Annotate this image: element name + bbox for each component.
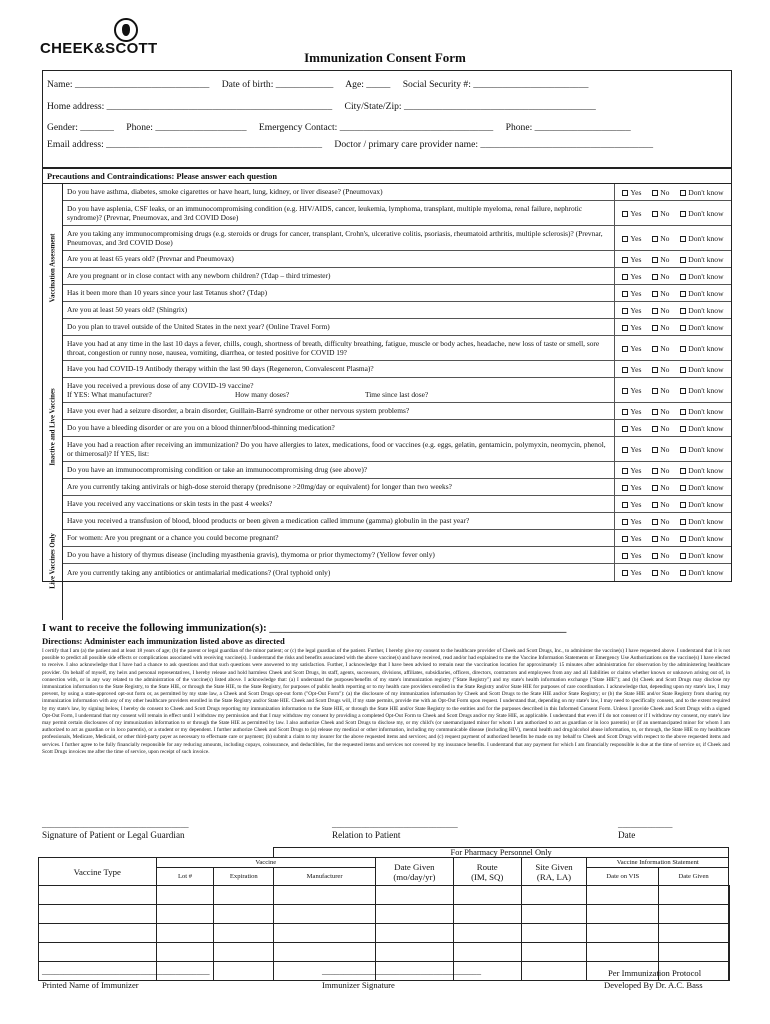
dont-know-option[interactable]: Don't know: [680, 188, 723, 197]
table-cell[interactable]: [214, 905, 274, 924]
answer-options: [615, 289, 731, 298]
vis-date-given-header: Date Given: [659, 868, 729, 886]
checkbox-icon[interactable]: [680, 211, 686, 217]
yes-option[interactable]: Yes: [622, 209, 641, 218]
signature-label: Signature of Patient or Legal Guardian: [42, 830, 185, 840]
checkbox-icon[interactable]: [622, 553, 628, 559]
dont-know-option[interactable]: Don't know: [680, 344, 723, 353]
yes-option[interactable]: Yes: [622, 306, 641, 315]
question-text: Are you at least 50 years old? (Shingrix): [63, 302, 615, 318]
answer-options: [615, 551, 731, 560]
no-option[interactable]: No: [652, 188, 669, 197]
question-text: Has it been more than 10 years since your last Tetanus shot? (Tdap): [63, 285, 615, 301]
pharmacy-table: [38, 847, 730, 981]
checkbox-icon[interactable]: [652, 291, 658, 297]
table-cell[interactable]: [521, 886, 587, 905]
no-option[interactable]: No: [652, 306, 669, 315]
no-option[interactable]: No: [652, 323, 669, 332]
patient-info-box: [42, 70, 732, 168]
immunizer-name-line[interactable]: _______________________________________: [42, 966, 210, 976]
answer-options: [615, 255, 731, 264]
checkbox-icon[interactable]: [652, 519, 658, 525]
question-row: [63, 201, 731, 226]
no-option[interactable]: No: [652, 386, 669, 395]
question-row: [63, 336, 731, 361]
question-row: [63, 530, 731, 547]
checkbox-icon[interactable]: [680, 485, 686, 491]
question-text: Do you plan to travel outside of the United States in the next year? (Online Travel Form): [63, 319, 615, 335]
checkbox-icon[interactable]: [680, 536, 686, 542]
question-text: Do you have an immunocompromising condition or take an immunocompromising drug (see above)?: [63, 462, 615, 478]
table-cell[interactable]: [39, 943, 157, 962]
dont-know-option[interactable]: Don't know: [680, 386, 723, 395]
table-cell[interactable]: [375, 886, 453, 905]
checkbox-icon[interactable]: [680, 388, 686, 394]
question-row: [63, 420, 731, 437]
question-row: [63, 403, 731, 420]
time-since-subfield[interactable]: Time since last dose?: [365, 390, 429, 399]
table-cell[interactable]: [587, 943, 659, 962]
table-cell[interactable]: [729, 962, 730, 981]
question-text: Are you pregnant or in close contact with any newborn children? (Tdap – third trimester): [63, 268, 615, 284]
yes-option[interactable]: Yes: [622, 551, 641, 560]
logo-text: CHEEK&SCOTT: [40, 40, 158, 57]
table-cell[interactable]: [375, 943, 453, 962]
answer-options: [615, 209, 731, 218]
page-title: Immunization Consent Form: [304, 50, 466, 65]
checkbox-icon[interactable]: [622, 211, 628, 217]
table-cell[interactable]: [274, 943, 376, 962]
table-cell[interactable]: [521, 962, 587, 981]
table-cell[interactable]: [587, 886, 659, 905]
no-option[interactable]: No: [652, 466, 669, 475]
answer-options: [615, 424, 731, 433]
checkbox-icon[interactable]: [622, 236, 628, 242]
checkbox-icon[interactable]: [652, 536, 658, 542]
no-option[interactable]: No: [652, 272, 669, 281]
question-row: [63, 378, 731, 403]
table-cell[interactable]: [214, 886, 274, 905]
checkbox-icon[interactable]: [622, 388, 628, 394]
table-cell[interactable]: [39, 905, 157, 924]
question-text: Have you had a reaction after receiving an immunization? Do you have allergies to latex, medications, food or vaccines (e.g. eggs, gelatin, gentamicin, polymyxin, neomycin, phenol, or thimerosal)? If YES, list:: [63, 437, 615, 461]
date-given-header: Date Given (mo/day/yr): [375, 858, 453, 886]
checkbox-icon[interactable]: [622, 502, 628, 508]
manufacturer-header: Manufacturer: [274, 868, 376, 886]
answer-options: [615, 386, 731, 395]
logo-mortar-icon: [114, 18, 138, 42]
checkbox-icon[interactable]: [622, 325, 628, 331]
question-text: Have you received a previous dose of any COVID-19 vaccine? If YES: What manufacturer? How many doses? Time since last dose?: [63, 378, 615, 402]
dob-field[interactable]: Date of birth: ____________: [221, 79, 334, 90]
yes-option[interactable]: Yes: [622, 517, 641, 526]
question-row: [63, 361, 731, 378]
dont-know-option[interactable]: Don't know: [680, 568, 723, 577]
no-option[interactable]: No: [652, 568, 669, 577]
dont-know-option[interactable]: Don't know: [680, 500, 723, 509]
table-cell[interactable]: [659, 943, 729, 962]
inactive-live-label: Inactive and Live Vaccines: [43, 352, 63, 502]
question-row: [63, 251, 731, 268]
no-option[interactable]: No: [652, 500, 669, 509]
no-option[interactable]: No: [652, 234, 669, 243]
date-label: Date: [618, 830, 636, 840]
table-cell[interactable]: [453, 924, 521, 943]
precautions-section: [42, 168, 732, 589]
no-option[interactable]: No: [652, 255, 669, 264]
answer-options: [615, 568, 731, 577]
lot-header: Lot #: [156, 868, 214, 886]
question-row: [63, 437, 731, 462]
dont-know-option[interactable]: Don't know: [680, 365, 723, 374]
date-line[interactable]: _____________: [618, 820, 673, 829]
checkbox-icon[interactable]: [680, 236, 686, 242]
emergency-contact-field[interactable]: Emergency Contact: ________________________________: [258, 122, 494, 133]
checkbox-icon[interactable]: [622, 409, 628, 415]
site-given-header: Site Given (RA, LA): [521, 858, 587, 886]
emergency-phone-field[interactable]: Phone: ____________________: [505, 122, 631, 133]
vaccination-assessment-label: Vaccination Assessment: [43, 184, 63, 352]
no-option[interactable]: No: [652, 483, 669, 492]
checkbox-icon[interactable]: [680, 257, 686, 263]
checkbox-icon[interactable]: [680, 570, 686, 576]
table-cell[interactable]: [521, 924, 587, 943]
yes-option[interactable]: Yes: [622, 289, 641, 298]
checkbox-icon[interactable]: [622, 468, 628, 474]
city-state-zip-field[interactable]: City/State/Zip: ________________________________________: [344, 101, 596, 112]
answer-options: [615, 483, 731, 492]
checkbox-icon[interactable]: [622, 536, 628, 542]
route-header: Route (IM, SQ): [453, 858, 521, 886]
signature-line[interactable]: ___________________________________: [42, 820, 189, 829]
table-cell[interactable]: [156, 943, 214, 962]
question-text: Have you had at any time in the last 10 days a fever, chills, cough, shortness of breath, difficulty breathing, fatigue, muscle or body aches, headache, new loss of taste or smell, sore throat, congestion or runny nose, nausea, vomiting, diarrhea, or tested positive for COVID 19?: [63, 336, 615, 360]
no-option[interactable]: No: [652, 365, 669, 374]
age-field[interactable]: Age: _____: [345, 79, 391, 90]
checkbox-icon[interactable]: [680, 553, 686, 559]
checkbox-icon[interactable]: [680, 367, 686, 373]
checkbox-icon[interactable]: [622, 447, 628, 453]
no-option[interactable]: No: [652, 517, 669, 526]
date-on-vis-header: Date on VIS: [587, 868, 659, 886]
yes-option[interactable]: Yes: [622, 466, 641, 475]
checkbox-icon[interactable]: [680, 409, 686, 415]
table-cell[interactable]: [214, 962, 274, 981]
checkbox-icon[interactable]: [622, 426, 628, 432]
checkbox-icon[interactable]: [680, 468, 686, 474]
precautions-heading: Precautions and Contraindications: Please answer each question: [43, 169, 731, 184]
yes-option[interactable]: Yes: [622, 188, 641, 197]
checkbox-icon[interactable]: [652, 447, 658, 453]
yes-option[interactable]: Yes: [622, 568, 641, 577]
table-cell[interactable]: [587, 905, 659, 924]
question-row: [63, 268, 731, 285]
no-option[interactable]: No: [652, 407, 669, 416]
yes-option[interactable]: Yes: [622, 272, 641, 281]
no-option[interactable]: No: [652, 445, 669, 454]
table-row: [39, 924, 730, 943]
vaccine-header: Vaccine: [156, 858, 375, 868]
answer-options: [615, 534, 731, 543]
no-option[interactable]: No: [652, 209, 669, 218]
table-cell[interactable]: [659, 905, 729, 924]
table-row: [39, 905, 730, 924]
dont-know-option[interactable]: Don't know: [680, 534, 723, 543]
checkbox-icon[interactable]: [622, 519, 628, 525]
dont-know-option[interactable]: Don't know: [680, 483, 723, 492]
question-row: [63, 285, 731, 302]
checkbox-icon[interactable]: [680, 274, 686, 280]
question-text: Do you have asplenia, CSF leaks, or an immunocompromising condition (e.g. HIV/AIDS, cancer, leukemia, lymphoma, transplant, multiple myeloma, renal failure, nephrotic syndrome)? (Prevnar, Pneumovax, and 3rd COVID Dose): [63, 201, 615, 225]
protocol-line-1: Per Immunization Protocol: [608, 968, 702, 978]
table-cell[interactable]: [521, 905, 587, 924]
checkbox-icon[interactable]: [622, 274, 628, 280]
dont-know-option[interactable]: Don't know: [680, 517, 723, 526]
table-cell[interactable]: [453, 886, 521, 905]
dont-know-option[interactable]: Don't know: [680, 209, 723, 218]
table-cell[interactable]: [587, 924, 659, 943]
question-row: [63, 547, 731, 564]
yes-option[interactable]: Yes: [622, 483, 641, 492]
checkbox-icon[interactable]: [652, 409, 658, 415]
dont-know-option[interactable]: Don't know: [680, 255, 723, 264]
table-cell[interactable]: [156, 886, 214, 905]
table-cell[interactable]: [214, 943, 274, 962]
no-option[interactable]: No: [652, 551, 669, 560]
gender-field[interactable]: Gender: _______: [47, 122, 114, 133]
checkbox-icon[interactable]: [652, 570, 658, 576]
dont-know-option[interactable]: Don't know: [680, 407, 723, 416]
table-cell[interactable]: [274, 924, 376, 943]
table-cell[interactable]: [729, 905, 730, 924]
dont-know-option[interactable]: Don't know: [680, 424, 723, 433]
dont-know-option[interactable]: Don't know: [680, 551, 723, 560]
no-option[interactable]: No: [652, 344, 669, 353]
table-cell[interactable]: [729, 943, 730, 962]
question-text: For women: Are you pregnant or a chance you could become pregnant?: [63, 530, 615, 546]
question-row: [63, 319, 731, 336]
consent-text: I certify that I am (a) the patient and at least 18 years of age; (b) the parent or legal guardian of the minor patient; or (c) the legal guardian of the patient. Further, I hereby give my consent to the healthcare provider of Cheek and Scott Drugs, Inc., to administer the vaccine(s) I have requested above. I understand that it is not possible to predict all possible side effects or complications associated with receiving vaccine(s). I understand the risks and benefits associated with the above vaccine(s) and have received, read and/or had explained to me the Vaccine Information Statements or Emergency Use Authorizations on the vaccine(s) I have elected to receive. I also acknowledge that I have had a chance to ask questions and that such questions were answered to my satisfaction. Further, I acknowledge that I have been advised to remain near the vaccination location for approximately 15 minutes after administration for observation by the administering healthcare provider. On behalf of myself, my heirs and personal representatives, I hereby release and hold harmless Cheek and Scott Drugs, its staff, agents, successors, divisions, affiliates, subsidiaries, officers, directors, contractors and employees from any and all liabilities or claims whether known or unknown arising out of, in connection with, or in any way related to the administration of the vaccine(s) listed above. I acknowledge that: (a) I understand the purposes/benefits of my state's immunization registry ("State Registry") and my state's health information exchange ("State HIE"); and (b) Cheek and Scott Drugs may disclose my immunization information to the State Registry, to the State HIE, or through the State HIE, to the State Registry, for purposes of public health reporting or to my health care providers enrolled in the State Registry and/or State HIE for purposes of care coordination. I acknowledge that, depending upon my state's law, I may prevent, by using a state-approved opt-out form or, as permitted by my state law, a Cheek and Scott Drugs opt-out form ("Opt-Out Form"): (a) the disclosure of my immunization information by Cheek and Scott Drugs to the State HIE and/or State Registry; or (b) the State HIE and/or State Registry from sharing my immunization information with any of my other healthcare providers enrolled in the State Registry and/or State HIE. Cheek and Scott Drugs will, if my state permits, provide me with an Opt-Out Form upon request. I understand that, depending on my state's law, I may need to specifically consent, and to the extent required by my state's law, by signing below, I hereby do consent to Cheek and Scott Drugs reporting my immunization information to the State HIE, or through the State HIE and/or State Registry to the entities and for the purposes described in this Informed Consent Form. Unless I provide Cheek and Scott Drugs with a signed Opt-Out Form, I understand that my consent will remain in effect until I withdraw my permission and that I may withdraw my consent by providing a completed Opt-Out Form to Cheek and Scott Drugs and/or my State HIE, as applicable. I understand that even if I do not consent or if I withdraw my consent, my state's law may permit certain disclosures of my immunization information to or through the State HIE as permitted by law. I also authorize Cheek and Scott Drugs to disclose my, or my child's (or unemancipated minor for whom I am authorized to act as guardian or in loco parentis) or (if an unemancipated minor for whom I am authorized to act as guardian or in loco parentis), or a student or my dependent. I further authorize Cheek and Scott Drugs to (a) release my medical or other information, including my communicable disease (including HIV), mental health and drug/alcohol abuse information, to, or through, the State HIE to my healthcare professionals, Medicare, Medicaid, or other third-party payer as necessary to effectuate care or payment; (b) submit a claim to my insurer for the above requested items and services; and (c) request payment of authorized benefits be made on my behalf to Cheek and Scott Drugs with respect to the above requested items and services. I further agree to be fully financially responsible for any reducing amounts, including copays, coinsurance, and deductibles, for the requested items and services not covered by my insurance benefits. I understand that any payment for which I am financially responsible is due at the time of service or, if Cheek and Scott Drugs invoices me after the time of service, upon receipt of such invoice.: [42, 648, 730, 755]
checkbox-icon[interactable]: [652, 426, 658, 432]
checkbox-icon[interactable]: [652, 346, 658, 352]
question-text: Are you at least 65 years old? (Prevnar and Pneumovax): [63, 251, 615, 267]
yes-option[interactable]: Yes: [622, 407, 641, 416]
dont-know-option[interactable]: Don't know: [680, 272, 723, 281]
dont-know-option[interactable]: Don't know: [680, 466, 723, 475]
question-row: [63, 226, 731, 251]
questions-body: [43, 184, 731, 589]
question-text: Do you have a history of thymus disease (including myasthenia gravis), thymoma or prior thymectomy? (Yellow fever only): [63, 547, 615, 563]
question-text: Have you received a transfusion of blood, blood products or been given a medication called immune (gamma) globulin in the past year?: [63, 513, 615, 529]
checkbox-icon[interactable]: [680, 426, 686, 432]
table-cell[interactable]: [729, 924, 730, 943]
no-option[interactable]: No: [652, 289, 669, 298]
yes-option[interactable]: Yes: [622, 365, 641, 374]
checkbox-icon[interactable]: [652, 274, 658, 280]
table-cell[interactable]: [659, 886, 729, 905]
yes-option[interactable]: Yes: [622, 424, 641, 433]
yes-option[interactable]: Yes: [622, 255, 641, 264]
checkbox-icon[interactable]: [652, 211, 658, 217]
manufacturer-subfield[interactable]: If YES: What manufacturer?: [67, 390, 152, 399]
phone-field[interactable]: Phone: ___________________: [126, 122, 247, 133]
table-cell[interactable]: [521, 943, 587, 962]
question-text: Have you received any vaccinations or skin tests in the past 4 weeks?: [63, 496, 615, 512]
answer-options: [615, 445, 731, 454]
question-row: [63, 496, 731, 513]
answer-options: [615, 365, 731, 374]
checkbox-icon[interactable]: [622, 570, 628, 576]
table-cell[interactable]: [39, 924, 157, 943]
answer-options: [615, 500, 731, 509]
table-cell[interactable]: [453, 943, 521, 962]
email-field[interactable]: Email address: _____________________________________________: [47, 139, 323, 150]
table-cell[interactable]: [659, 924, 729, 943]
checkbox-icon[interactable]: [652, 485, 658, 491]
question-text: Are you currently taking any antibiotics or antimalarial medications? (Oral typhoid only): [63, 564, 615, 581]
no-option[interactable]: No: [652, 424, 669, 433]
live-only-label: Live Vaccines Only: [43, 502, 63, 620]
home-address-field[interactable]: Home address: _______________________________________________: [47, 101, 333, 112]
question-text: Do you have asthma, diabetes, smoke cigarettes or have heart, lung, kidney, or liver disease? (Pneumovax): [63, 184, 615, 200]
question-text: Have you had COVID-19 Antibody therapy within the last 90 days (Regeneron, Convalescent Plasma)?: [63, 361, 615, 377]
table-row: [39, 886, 730, 905]
yes-option[interactable]: Yes: [622, 445, 641, 454]
checkbox-icon[interactable]: [652, 257, 658, 263]
dont-know-option[interactable]: Don't know: [680, 306, 723, 315]
checkbox-icon[interactable]: [622, 190, 628, 196]
yes-option[interactable]: Yes: [622, 234, 641, 243]
checkbox-icon[interactable]: [680, 308, 686, 314]
question-row: [63, 513, 731, 530]
relation-label: Relation to Patient: [332, 830, 401, 840]
checkbox-icon[interactable]: [652, 325, 658, 331]
checkbox-icon[interactable]: [652, 367, 658, 373]
doctor-field[interactable]: Doctor / primary care provider name: ____________________________________: [334, 139, 654, 150]
checkbox-icon[interactable]: [622, 346, 628, 352]
pharmacy-section-title: For Pharmacy Personnel Only: [274, 848, 729, 858]
table-row: [39, 943, 730, 962]
ssn-field[interactable]: Social Security #: ________________________: [402, 79, 589, 90]
dont-know-option[interactable]: Don't know: [680, 289, 723, 298]
question-text: Do you have a bleeding disorder or are you on a blood thinner/blood-thinning medication?: [63, 420, 615, 436]
table-cell[interactable]: [375, 924, 453, 943]
yes-option[interactable]: Yes: [622, 344, 641, 353]
checkbox-icon[interactable]: [680, 346, 686, 352]
protocol-line-2: Developed By Dr. A.C. Bass: [604, 980, 703, 990]
checkbox-icon[interactable]: [680, 190, 686, 196]
yes-option[interactable]: Yes: [622, 386, 641, 395]
answer-options: [615, 323, 731, 332]
checkbox-icon[interactable]: [652, 553, 658, 559]
answer-options: [615, 188, 731, 197]
question-row: [63, 302, 731, 319]
answer-options: [615, 407, 731, 416]
table-cell[interactable]: [156, 905, 214, 924]
table-cell[interactable]: [274, 905, 376, 924]
question-text: Have you ever had a seizure disorder, a brain disorder, Guillain-Barré syndrome or other nervous system problems?: [63, 403, 615, 419]
question-text: Are you taking any immunocompromising drugs (e.g. steroids or drugs for cancer, transplant, Crohn's, ulcerative colitis, psoriasis, rheumatoid arthritis, multiple sclerosis)? (Prevnar, Pneumovax, and 3rd COVID Dose): [63, 226, 615, 250]
expiration-header: Expiration: [214, 868, 274, 886]
answer-options: [615, 306, 731, 315]
checkbox-icon[interactable]: [680, 502, 686, 508]
checkbox-icon[interactable]: [652, 236, 658, 242]
yes-option[interactable]: Yes: [622, 323, 641, 332]
answer-options: [615, 234, 731, 243]
question-text: Are you currently taking antivirals or high-dose steroid therapy (prednisone >20mg/day or equivalent) for longer than two weeks?: [63, 479, 615, 495]
dont-know-option[interactable]: Don't know: [680, 445, 723, 454]
checkbox-icon[interactable]: [652, 190, 658, 196]
table-cell[interactable]: [375, 905, 453, 924]
checkbox-icon[interactable]: [622, 257, 628, 263]
relation-line[interactable]: ______________________________: [332, 820, 458, 829]
table-cell[interactable]: [39, 886, 157, 905]
answer-options: [615, 344, 731, 353]
vaccine-type-header: Vaccine Type: [39, 858, 157, 886]
answer-options: [615, 466, 731, 475]
directions: Directions: Administer each immunization listed above as directed: [42, 636, 285, 646]
immunizer-signature-line[interactable]: _____________________________________: [322, 966, 481, 976]
checkbox-icon[interactable]: [622, 308, 628, 314]
table-cell[interactable]: [729, 886, 730, 905]
checkbox-icon[interactable]: [622, 485, 628, 491]
doses-subfield[interactable]: How many doses?: [235, 390, 290, 399]
question-row: [63, 564, 731, 581]
name-field[interactable]: Name: ____________________________: [47, 79, 210, 90]
vis-header: Vaccine Information Statement: [587, 858, 729, 868]
checkbox-icon[interactable]: [652, 468, 658, 474]
table-cell[interactable]: [274, 886, 376, 905]
immunization-request-field[interactable]: I want to receive the following immunization(s): ______________________________________________________: [42, 622, 567, 634]
no-option[interactable]: No: [652, 534, 669, 543]
checkbox-icon[interactable]: [680, 519, 686, 525]
question-row: [63, 462, 731, 479]
checkbox-icon[interactable]: [680, 447, 686, 453]
table-cell[interactable]: [214, 924, 274, 943]
checkbox-icon[interactable]: [652, 502, 658, 508]
table-cell[interactable]: [156, 924, 214, 943]
dont-know-option[interactable]: Don't know: [680, 234, 723, 243]
answer-options: [615, 517, 731, 526]
printed-name-label: Printed Name of Immunizer: [42, 980, 139, 990]
dont-know-option[interactable]: Don't know: [680, 323, 723, 332]
answer-options: [615, 272, 731, 281]
checkbox-icon[interactable]: [680, 325, 686, 331]
checkbox-icon[interactable]: [622, 291, 628, 297]
question-row: [63, 184, 731, 201]
checkbox-icon[interactable]: [652, 308, 658, 314]
yes-option[interactable]: Yes: [622, 500, 641, 509]
table-cell[interactable]: [453, 905, 521, 924]
question-row: [63, 479, 731, 496]
checkbox-icon[interactable]: [680, 291, 686, 297]
immunizer-signature-label: Immunizer Signature: [322, 980, 395, 990]
checkbox-icon[interactable]: [622, 367, 628, 373]
yes-option[interactable]: Yes: [622, 534, 641, 543]
checkbox-icon[interactable]: [652, 388, 658, 394]
